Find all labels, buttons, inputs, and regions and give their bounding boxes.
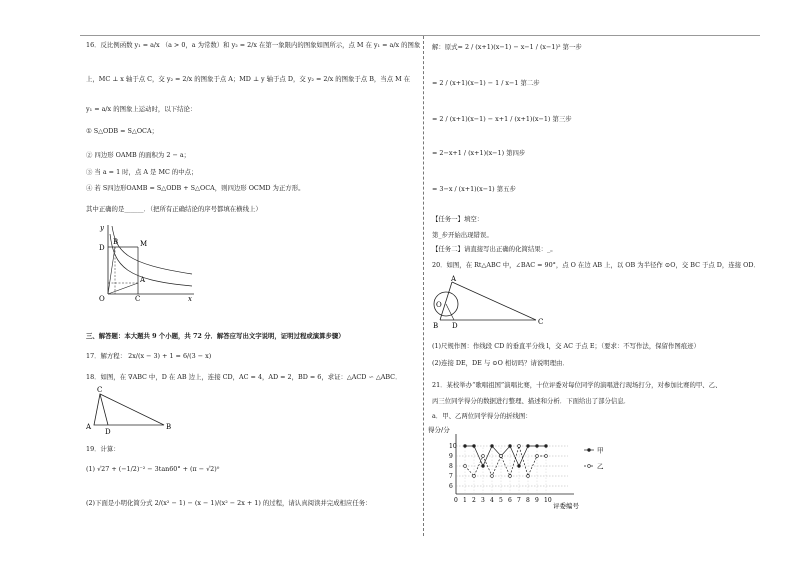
step-5-label: 第五步 xyxy=(496,185,516,193)
x-tick-label: 8 xyxy=(526,497,530,504)
step-2-label: 第二步 xyxy=(520,79,540,87)
q16-line1: 16．反比例函数 y₁ = a/x （a > 0，a 为常数）和 y₂ = 2/x 在第一象限内的图象如图所示，点 M 在 y₁ = a/x 的图象 xyxy=(86,41,421,49)
label-a: A xyxy=(86,423,92,431)
data-point xyxy=(500,455,503,458)
legend-marker xyxy=(588,465,591,468)
data-point xyxy=(536,445,539,448)
data-point xyxy=(536,455,539,458)
legend-label: 甲 xyxy=(597,446,604,455)
x-tick-label: 10 xyxy=(544,497,552,504)
q16-conclusion-2: ② 四边形 OAMB 的面积为 2 − a； xyxy=(86,151,191,159)
data-point xyxy=(545,445,548,448)
q16-line2: 上，MC ⊥ x 轴于点 C，交 y₂ = 2/x 的图象于点 A；MD ⊥ y 轴于点 D，交 y₂ = 2/x 的图象于点 B，当点 M 在 xyxy=(86,75,411,83)
step-5-head: = xyxy=(432,185,438,193)
q16-question: 其中正确的是______．（把所有正确结论的序号都填在横线上） xyxy=(86,205,262,213)
x-tick-label: 9 xyxy=(535,497,539,504)
q16-figure xyxy=(96,222,196,302)
data-point xyxy=(518,465,521,468)
chart-ticks xyxy=(449,443,552,504)
chart-ylabel: 得分/分 xyxy=(428,426,450,434)
step-3-head: = xyxy=(432,115,438,123)
q21-line3: a．甲、乙两位同学得分的折线图： xyxy=(432,412,532,420)
q16-line3: y₁ = a/x 的图象上运动时，以下结论： xyxy=(86,105,197,113)
y-tick-label: 7 xyxy=(449,473,453,480)
q19-part2: (2)下面是小明化简分式 2/(x² − 1) − (x − 1)/(x² − 2x + 1) 的过程，请认真阅读并完成相应任务： xyxy=(86,499,372,507)
step-1-frac-2: x−1 / (x−1)² xyxy=(520,43,561,51)
data-point xyxy=(509,445,512,448)
label-c: C xyxy=(538,318,544,326)
step-2-frac-2: 1 / x−1 xyxy=(495,79,519,87)
step-1-frac-1: 2 / (x+1)(x−1) xyxy=(464,43,512,51)
data-point xyxy=(464,465,467,468)
label-x: x xyxy=(188,295,192,302)
data-point xyxy=(509,475,512,478)
step-4-frac: 2−x+1 / (x+1)(x−1) xyxy=(439,149,505,157)
q19-title: 19．计算： xyxy=(86,445,120,453)
data-point xyxy=(473,475,476,478)
segment-cd xyxy=(100,394,108,425)
legend-label: 乙 xyxy=(597,462,604,471)
q17-equation: 2x/(x − 3) + 1 = 6/(3 − x) xyxy=(128,352,212,360)
data-point xyxy=(527,445,530,448)
task-2: 【任务二】请直接写出正确的化简结果：_。 xyxy=(432,245,557,253)
x-tick-label: 6 xyxy=(508,497,512,504)
chart-series xyxy=(464,445,548,478)
q16-conclusion-4: ④ 若 S四边形OAMB = S△ODB + S△OCA，则四边形 OCMD 为正方形。 xyxy=(86,184,305,192)
q17-text: 17．解方程： xyxy=(86,352,127,360)
label-a: A xyxy=(451,275,457,283)
label-c: C xyxy=(135,295,141,302)
x-tick-label: 4 xyxy=(490,497,494,504)
label-d: D xyxy=(99,244,105,252)
q17 xyxy=(86,353,211,360)
q16-conclusion-3: ③ 当 a = 1 时，点 A 是 MC 的中点； xyxy=(86,168,198,176)
step-3-frac-2: x+1 / (x+1)(x−1) xyxy=(495,115,551,123)
label-d: D xyxy=(452,322,458,330)
q18-figure xyxy=(86,386,178,436)
step-1-head: 解：原式= xyxy=(432,43,463,51)
step-4 xyxy=(432,150,525,157)
segment-ac xyxy=(452,282,536,320)
step-4-label: 第四步 xyxy=(506,149,526,157)
label-a: A xyxy=(140,276,146,284)
y-tick-label: 6 xyxy=(449,483,453,490)
segment-od xyxy=(446,304,454,320)
chart-grid xyxy=(456,434,574,494)
chart-legend xyxy=(584,447,604,471)
x-tick-label: 3 xyxy=(481,497,485,504)
x-tick-label: 2 xyxy=(472,497,476,504)
q20-part2: (2)连接 DE，DE 与 ⊙O 相切吗？请说明理由． xyxy=(432,359,569,367)
step-2-frac-1: 2 / (x+1)(x−1) xyxy=(439,79,486,87)
label-d: D xyxy=(105,428,111,436)
column-divider xyxy=(423,36,424,536)
x-tick-label: 0 xyxy=(454,497,458,504)
step-2-head: = xyxy=(432,79,438,87)
step-5-frac: 3−x / (x+1)(x−1) xyxy=(439,185,495,193)
label-m: M xyxy=(140,240,148,248)
section-3-heading: 三、解答题：本大题共 9 个小题，共 72 分．解答应写出文字说明，证明过程或演算步骤） xyxy=(86,332,345,340)
label-o: O xyxy=(99,295,105,302)
data-point xyxy=(491,475,494,478)
step-4-head: = xyxy=(432,149,438,157)
task-1-blank: 第_步开始出现错误。 xyxy=(432,231,493,239)
step-1: 解：原式= 2 / (x+1)(x−1) − x−1 / (x−1)² 第一步 xyxy=(432,43,582,51)
data-point xyxy=(482,465,485,468)
task-1: 【任务一】填空： xyxy=(432,215,484,223)
left-column xyxy=(86,0,421,566)
curve-y2 xyxy=(110,234,192,286)
legend-marker xyxy=(588,449,591,452)
data-point xyxy=(491,445,494,448)
x-tick-label: 5 xyxy=(499,497,503,504)
data-point xyxy=(473,445,476,448)
right-column xyxy=(428,0,772,566)
step-3-label: 第三步 xyxy=(552,115,572,123)
label-o: O xyxy=(436,301,442,309)
q16-conclusion-1: ① S△ODB = S△OCA； xyxy=(86,127,158,135)
label-b: B xyxy=(433,322,439,330)
label-c: C xyxy=(97,386,103,394)
score-line-chart xyxy=(426,422,616,514)
q20-text: 20．如图，在 Rt△ABC 中，∠BAC = 90°，点 O 在边 AB 上，以 OB 为半径作 ⊙O，交 BC 于点 D，连接 OD． xyxy=(432,261,760,269)
segment-ob xyxy=(108,247,115,294)
chart-xlabel: 评委编号 xyxy=(553,502,579,510)
step-3: = 2 / (x+1)(x−1) − x+1 / (x+1)(x−1) 第三步 xyxy=(432,115,572,123)
q20-figure xyxy=(432,274,552,330)
step-3-frac-1: 2 / (x+1)(x−1) xyxy=(439,115,486,123)
step-2: = 2 / (x+1)(x−1) − 1 / x−1 第二步 xyxy=(432,79,540,87)
data-point xyxy=(482,455,485,458)
x-tick-label: 7 xyxy=(517,497,521,504)
y-tick-label: 8 xyxy=(449,463,453,470)
label-b: B xyxy=(166,423,172,431)
step-1-label: 第一步 xyxy=(562,43,582,51)
label-b: B xyxy=(113,238,119,246)
data-point xyxy=(527,475,530,478)
y-tick-label: 9 xyxy=(449,453,453,460)
q21-line1: 21．某校举办“歌唱祖国”演唱比赛，十位评委对每位同学的演唱进行现场打分，对参加比赛的甲、乙、 xyxy=(432,381,722,389)
step-5 xyxy=(432,186,516,193)
q20-part1: (1)尺规作图：作线段 CD 的垂直平分线 l，交 AC 于点 E；（要求：不写作法，保留作图痕迹） xyxy=(432,342,700,350)
data-point xyxy=(464,445,467,448)
q19-part1: (1) √27 + (−1/2)⁻² − 3tan60° + (π − √2)⁰ xyxy=(86,465,220,473)
triangle-abc xyxy=(94,394,164,425)
data-point xyxy=(518,445,521,448)
data-point xyxy=(545,455,548,458)
q21-line2: 丙三位同学得分的数据进行整理、描述和分析．下面给出了部分信息． xyxy=(432,397,631,405)
segment-oa xyxy=(108,283,138,294)
x-tick-label: 1 xyxy=(463,497,467,504)
segment-ab xyxy=(440,282,452,320)
label-y: y xyxy=(100,224,104,232)
y-tick-label: 10 xyxy=(449,443,457,450)
q18-text: 18．如图，在 ∇ABC 中，D 在 AB 边上，连接 CD，AC = 4，AD = 2，BD = 6，求证：△ACD ∽ △ABC． xyxy=(86,373,402,381)
